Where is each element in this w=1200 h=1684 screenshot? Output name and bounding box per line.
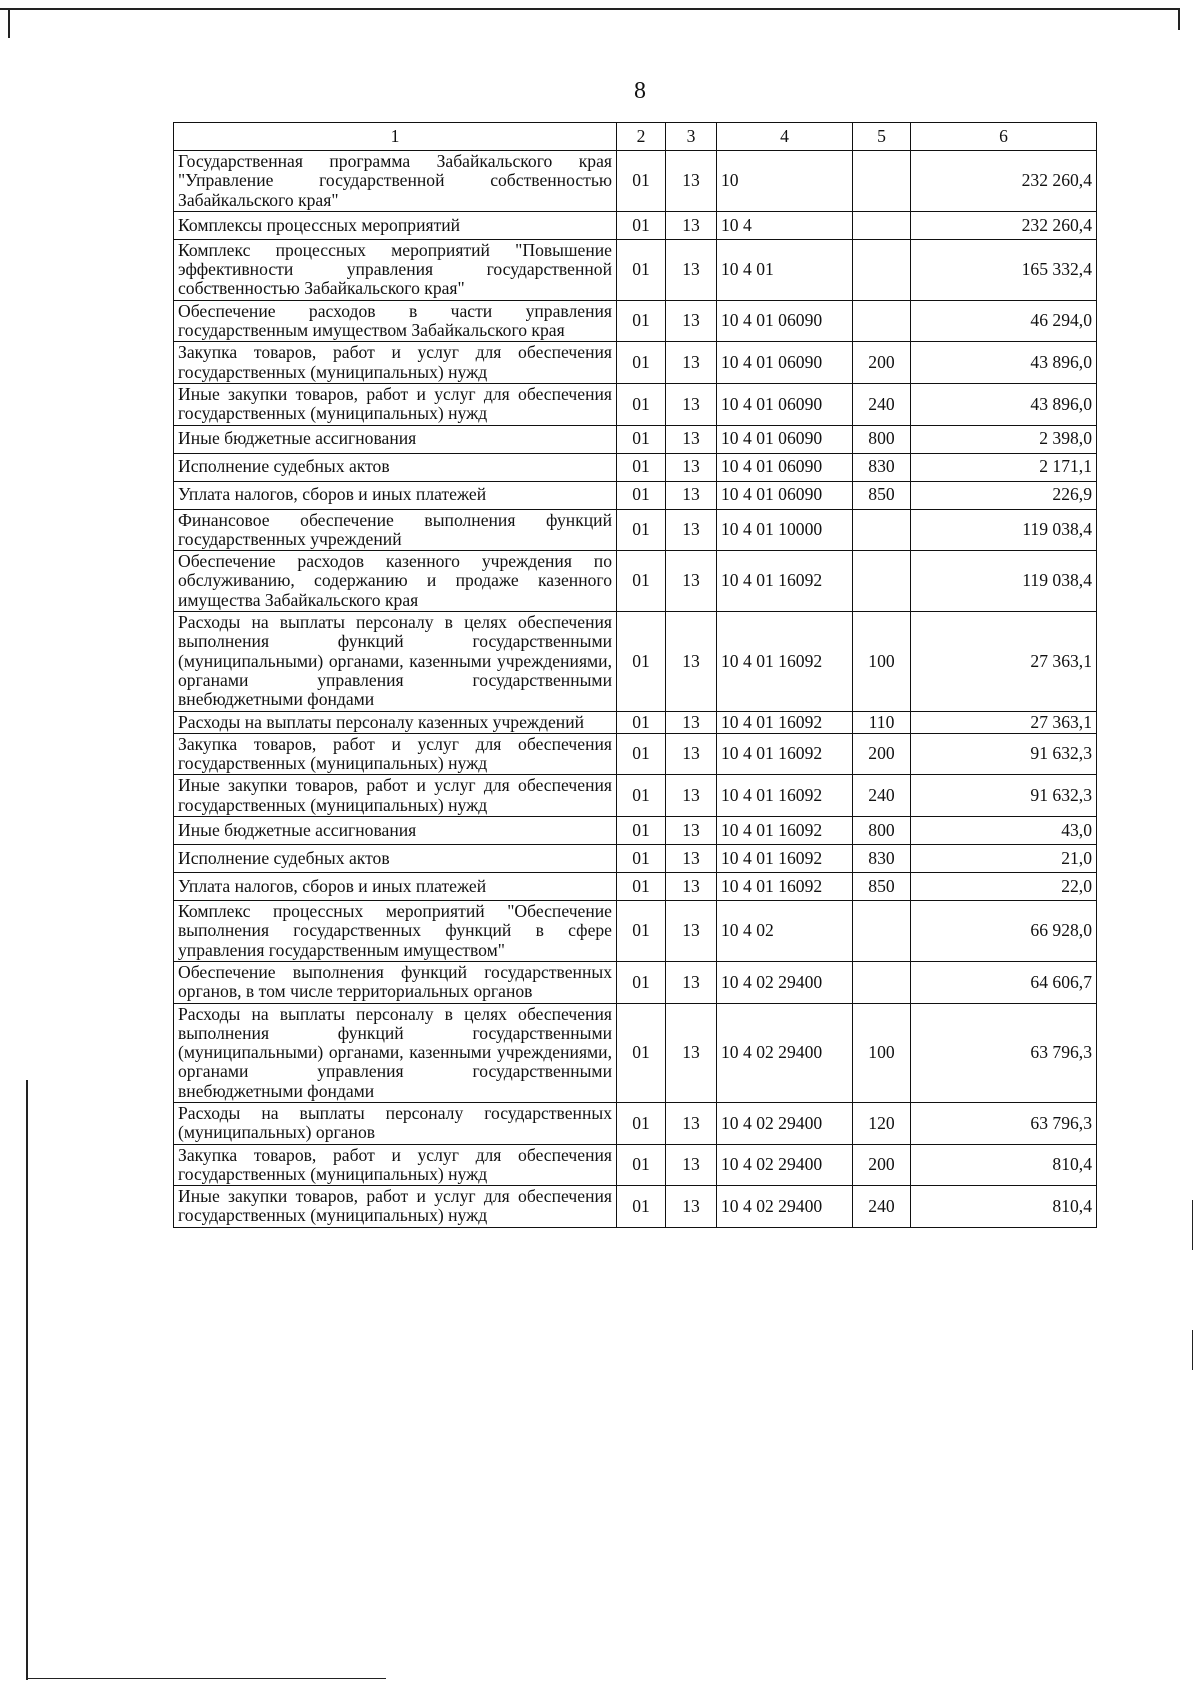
scan-border-left-lower bbox=[26, 1080, 28, 1680]
cell-amount: 27 363,1 bbox=[911, 612, 1097, 711]
cell-section: 01 bbox=[617, 733, 666, 775]
cell-section: 01 bbox=[617, 453, 666, 481]
cell-section: 01 bbox=[617, 383, 666, 425]
cell-section: 01 bbox=[617, 509, 666, 551]
cell-name: Комплексы процессных мероприятий bbox=[174, 211, 617, 239]
cell-expense-type: 240 bbox=[853, 383, 911, 425]
cell-subsection: 13 bbox=[666, 817, 717, 845]
table-row bbox=[174, 453, 1097, 481]
cell-subsection: 13 bbox=[666, 1144, 717, 1186]
scan-border-top bbox=[0, 8, 1180, 10]
cell-amount: 165 332,4 bbox=[911, 239, 1097, 300]
cell-name: Комплекс процессных мероприятий "Повышение эффективности управления государственной собственностью Забайкальского края" bbox=[174, 239, 617, 300]
cell-expense-type: 830 bbox=[853, 453, 911, 481]
cell-section: 01 bbox=[617, 481, 666, 509]
cell-expense-type bbox=[853, 151, 911, 212]
cell-subsection: 13 bbox=[666, 509, 717, 551]
table-row bbox=[174, 711, 1097, 733]
cell-subsection: 13 bbox=[666, 453, 717, 481]
cell-name: Комплекс процессных мероприятий "Обеспечение выполнения государственных функций в сфере управления государственным имуществом" bbox=[174, 901, 617, 962]
cell-amount: 91 632,3 bbox=[911, 775, 1097, 817]
cell-target-article: 10 4 01 06090 bbox=[717, 300, 853, 342]
cell-amount: 91 632,3 bbox=[911, 733, 1097, 775]
table-row bbox=[174, 551, 1097, 612]
cell-target-article: 10 4 01 16092 bbox=[717, 817, 853, 845]
cell-subsection: 13 bbox=[666, 1186, 717, 1228]
cell-expense-type: 830 bbox=[853, 845, 911, 873]
cell-target-article: 10 4 02 bbox=[717, 901, 853, 962]
table-row bbox=[174, 612, 1097, 711]
table-row bbox=[174, 383, 1097, 425]
cell-section: 01 bbox=[617, 300, 666, 342]
cell-amount: 226,9 bbox=[911, 481, 1097, 509]
cell-name: Обеспечение расходов казенного учреждения по обслуживанию, содержанию и продаже казенного имущества Забайкальского края bbox=[174, 551, 617, 612]
cell-amount: 43 896,0 bbox=[911, 342, 1097, 384]
cell-expense-type bbox=[853, 961, 911, 1003]
cell-section: 01 bbox=[617, 711, 666, 733]
cell-amount: 21,0 bbox=[911, 845, 1097, 873]
cell-amount: 119 038,4 bbox=[911, 509, 1097, 551]
cell-subsection: 13 bbox=[666, 342, 717, 384]
cell-amount: 119 038,4 bbox=[911, 551, 1097, 612]
cell-target-article: 10 4 02 29400 bbox=[717, 1186, 853, 1228]
cell-expense-type: 240 bbox=[853, 1186, 911, 1228]
cell-target-article: 10 4 02 29400 bbox=[717, 1144, 853, 1186]
cell-section: 01 bbox=[617, 211, 666, 239]
cell-amount: 43 896,0 bbox=[911, 383, 1097, 425]
table-row bbox=[174, 1186, 1097, 1228]
table-row bbox=[174, 845, 1097, 873]
cell-name: Расходы на выплаты персоналу казенных учреждений bbox=[174, 711, 617, 733]
header-col-1: 1 bbox=[174, 123, 617, 151]
cell-subsection: 13 bbox=[666, 775, 717, 817]
table-row bbox=[174, 901, 1097, 962]
cell-expense-type bbox=[853, 300, 911, 342]
cell-expense-type bbox=[853, 551, 911, 612]
cell-subsection: 13 bbox=[666, 733, 717, 775]
scan-border-bottom bbox=[26, 1678, 386, 1679]
table-row bbox=[174, 733, 1097, 775]
page-number: 8 bbox=[634, 78, 646, 104]
cell-target-article: 10 4 01 06090 bbox=[717, 453, 853, 481]
cell-section: 01 bbox=[617, 845, 666, 873]
cell-target-article: 10 4 01 16092 bbox=[717, 551, 853, 612]
cell-amount: 2 171,1 bbox=[911, 453, 1097, 481]
table-row bbox=[174, 775, 1097, 817]
table-row bbox=[174, 817, 1097, 845]
cell-expense-type bbox=[853, 901, 911, 962]
scan-border-right bbox=[1178, 8, 1180, 30]
table-row bbox=[174, 1144, 1097, 1186]
cell-amount: 43,0 bbox=[911, 817, 1097, 845]
cell-name: Иные бюджетные ассигнования bbox=[174, 425, 617, 453]
cell-expense-type: 100 bbox=[853, 1003, 911, 1102]
cell-name: Обеспечение расходов в части управления государственным имуществом Забайкальского края bbox=[174, 300, 617, 342]
cell-section: 01 bbox=[617, 961, 666, 1003]
cell-subsection: 13 bbox=[666, 551, 717, 612]
table-row bbox=[174, 300, 1097, 342]
cell-amount: 810,4 bbox=[911, 1144, 1097, 1186]
cell-expense-type: 850 bbox=[853, 873, 911, 901]
table-row bbox=[174, 961, 1097, 1003]
cell-target-article: 10 4 02 29400 bbox=[717, 961, 853, 1003]
cell-amount: 64 606,7 bbox=[911, 961, 1097, 1003]
cell-amount: 27 363,1 bbox=[911, 711, 1097, 733]
cell-section: 01 bbox=[617, 425, 666, 453]
cell-expense-type: 240 bbox=[853, 775, 911, 817]
cell-target-article: 10 4 02 29400 bbox=[717, 1102, 853, 1144]
table-row bbox=[174, 151, 1097, 212]
cell-expense-type: 800 bbox=[853, 817, 911, 845]
cell-expense-type: 200 bbox=[853, 733, 911, 775]
cell-expense-type: 800 bbox=[853, 425, 911, 453]
cell-subsection: 13 bbox=[666, 481, 717, 509]
cell-name: Закупка товаров, работ и услуг для обеспечения государственных (муниципальных) нужд bbox=[174, 1144, 617, 1186]
table-body bbox=[174, 151, 1097, 1228]
cell-subsection: 13 bbox=[666, 151, 717, 212]
cell-subsection: 13 bbox=[666, 612, 717, 711]
cell-target-article: 10 4 01 bbox=[717, 239, 853, 300]
header-col-5: 5 bbox=[853, 123, 911, 151]
cell-amount: 22,0 bbox=[911, 873, 1097, 901]
cell-target-article: 10 4 01 16092 bbox=[717, 845, 853, 873]
cell-name: Уплата налогов, сборов и иных платежей bbox=[174, 873, 617, 901]
cell-name: Иные бюджетные ассигнования bbox=[174, 817, 617, 845]
cell-expense-type bbox=[853, 239, 911, 300]
cell-subsection: 13 bbox=[666, 383, 717, 425]
cell-amount: 63 796,3 bbox=[911, 1003, 1097, 1102]
budget-table bbox=[173, 122, 1097, 1228]
cell-expense-type: 200 bbox=[853, 342, 911, 384]
cell-name: Закупка товаров, работ и услуг для обеспечения государственных (муниципальных) нужд bbox=[174, 342, 617, 384]
cell-target-article: 10 4 01 06090 bbox=[717, 425, 853, 453]
cell-name: Исполнение судебных актов bbox=[174, 453, 617, 481]
cell-target-article: 10 4 bbox=[717, 211, 853, 239]
cell-expense-type: 120 bbox=[853, 1102, 911, 1144]
cell-amount: 2 398,0 bbox=[911, 425, 1097, 453]
cell-target-article: 10 4 01 16092 bbox=[717, 873, 853, 901]
cell-name: Расходы на выплаты персоналу в целях обеспечения выполнения функций государственными (муниципальными) органами, казенными учреждениями, органами управления государственными внебюджетными фондами bbox=[174, 1003, 617, 1102]
cell-amount: 66 928,0 bbox=[911, 901, 1097, 962]
cell-target-article: 10 4 01 06090 bbox=[717, 342, 853, 384]
cell-name: Иные закупки товаров, работ и услуг для обеспечения государственных (муниципальных) нужд bbox=[174, 383, 617, 425]
cell-subsection: 13 bbox=[666, 873, 717, 901]
scan-mark-right-2 bbox=[1192, 1330, 1193, 1370]
cell-name: Расходы на выплаты персоналу в целях обеспечения выполнения функций государственными (муниципальными) органами, казенными учреждениями, органами управления государственными внебюджетными фондами bbox=[174, 612, 617, 711]
cell-amount: 63 796,3 bbox=[911, 1102, 1097, 1144]
table-row bbox=[174, 1003, 1097, 1102]
table-row bbox=[174, 425, 1097, 453]
cell-section: 01 bbox=[617, 817, 666, 845]
cell-subsection: 13 bbox=[666, 425, 717, 453]
scan-border-left bbox=[8, 8, 10, 38]
cell-section: 01 bbox=[617, 1102, 666, 1144]
cell-section: 01 bbox=[617, 873, 666, 901]
cell-section: 01 bbox=[617, 1003, 666, 1102]
cell-expense-type bbox=[853, 509, 911, 551]
table-row bbox=[174, 342, 1097, 384]
cell-target-article: 10 4 01 16092 bbox=[717, 711, 853, 733]
cell-expense-type: 200 bbox=[853, 1144, 911, 1186]
cell-subsection: 13 bbox=[666, 961, 717, 1003]
cell-target-article: 10 4 01 16092 bbox=[717, 733, 853, 775]
cell-target-article: 10 4 01 06090 bbox=[717, 383, 853, 425]
cell-section: 01 bbox=[617, 612, 666, 711]
cell-subsection: 13 bbox=[666, 901, 717, 962]
cell-name: Государственная программа Забайкальского края "Управление государственной собственностью Забайкальского края" bbox=[174, 151, 617, 212]
cell-name: Расходы на выплаты персоналу государственных (муниципальных) органов bbox=[174, 1102, 617, 1144]
header-col-4: 4 bbox=[717, 123, 853, 151]
cell-subsection: 13 bbox=[666, 711, 717, 733]
cell-expense-type: 850 bbox=[853, 481, 911, 509]
table-row bbox=[174, 239, 1097, 300]
table-row bbox=[174, 873, 1097, 901]
cell-amount: 232 260,4 bbox=[911, 151, 1097, 212]
cell-subsection: 13 bbox=[666, 211, 717, 239]
table-row bbox=[174, 481, 1097, 509]
cell-expense-type bbox=[853, 211, 911, 239]
cell-subsection: 13 bbox=[666, 239, 717, 300]
table-row bbox=[174, 509, 1097, 551]
cell-subsection: 13 bbox=[666, 1102, 717, 1144]
cell-expense-type: 110 bbox=[853, 711, 911, 733]
cell-section: 01 bbox=[617, 239, 666, 300]
cell-amount: 232 260,4 bbox=[911, 211, 1097, 239]
header-col-6: 6 bbox=[911, 123, 1097, 151]
cell-name: Иные закупки товаров, работ и услуг для обеспечения государственных (муниципальных) нужд bbox=[174, 775, 617, 817]
table-row bbox=[174, 1102, 1097, 1144]
cell-section: 01 bbox=[617, 901, 666, 962]
cell-subsection: 13 bbox=[666, 300, 717, 342]
cell-amount: 810,4 bbox=[911, 1186, 1097, 1228]
header-col-3: 3 bbox=[666, 123, 717, 151]
cell-section: 01 bbox=[617, 551, 666, 612]
cell-target-article: 10 4 02 29400 bbox=[717, 1003, 853, 1102]
cell-section: 01 bbox=[617, 151, 666, 212]
cell-name: Финансовое обеспечение выполнения функций государственных учреждений bbox=[174, 509, 617, 551]
cell-subsection: 13 bbox=[666, 845, 717, 873]
cell-amount: 46 294,0 bbox=[911, 300, 1097, 342]
cell-section: 01 bbox=[617, 775, 666, 817]
cell-target-article: 10 4 01 10000 bbox=[717, 509, 853, 551]
cell-name: Исполнение судебных актов bbox=[174, 845, 617, 873]
cell-name: Закупка товаров, работ и услуг для обеспечения государственных (муниципальных) нужд bbox=[174, 733, 617, 775]
table-row bbox=[174, 211, 1097, 239]
cell-target-article: 10 4 01 16092 bbox=[717, 775, 853, 817]
cell-name: Иные закупки товаров, работ и услуг для обеспечения государственных (муниципальных) нужд bbox=[174, 1186, 617, 1228]
scan-mark-right bbox=[1192, 1200, 1193, 1250]
header-col-2: 2 bbox=[617, 123, 666, 151]
cell-section: 01 bbox=[617, 1186, 666, 1228]
cell-subsection: 13 bbox=[666, 1003, 717, 1102]
cell-name: Обеспечение выполнения функций государственных органов, в том числе территориальных органов bbox=[174, 961, 617, 1003]
cell-section: 01 bbox=[617, 1144, 666, 1186]
header-row bbox=[174, 123, 1097, 151]
cell-name: Уплата налогов, сборов и иных платежей bbox=[174, 481, 617, 509]
cell-target-article: 10 bbox=[717, 151, 853, 212]
cell-expense-type: 100 bbox=[853, 612, 911, 711]
cell-section: 01 bbox=[617, 342, 666, 384]
cell-target-article: 10 4 01 06090 bbox=[717, 481, 853, 509]
cell-target-article: 10 4 01 16092 bbox=[717, 612, 853, 711]
